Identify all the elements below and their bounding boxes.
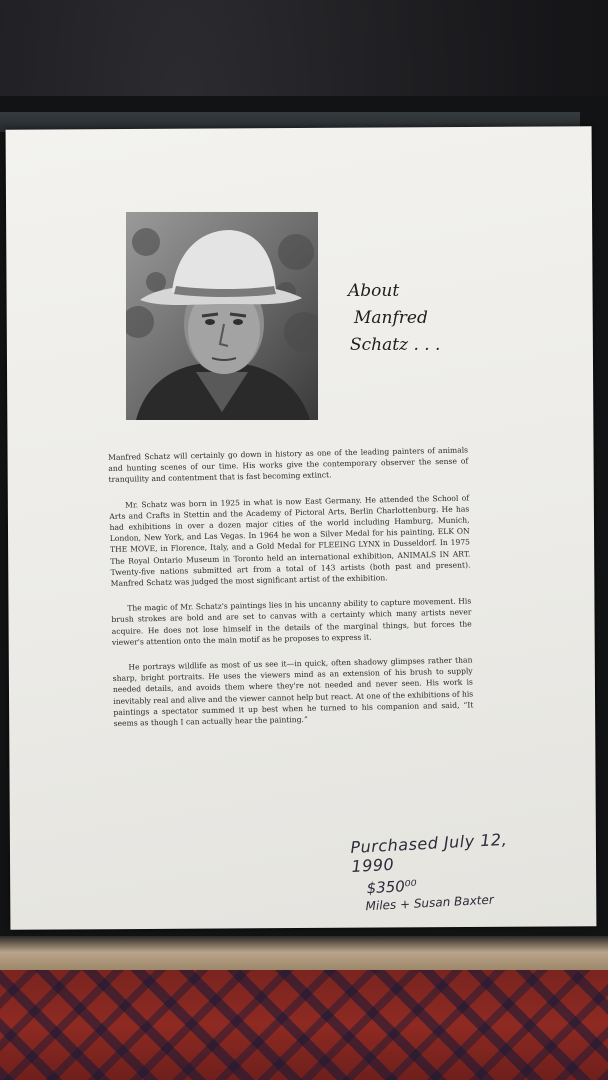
owner-names-note: Miles + Susan Baxter — [365, 892, 495, 914]
patterned-rug — [0, 970, 608, 1080]
wooden-frame-edge — [0, 936, 608, 972]
purchase-date-note: Purchased July 12, 1990 — [350, 829, 508, 876]
paragraph-intro: Manfred Schatz will certainly go down in history as one of the leading painters of animals and hunting scenes of our time. His works give the contemporary observer the sense of tranquility and contentment that is fast becoming extinct. — [108, 445, 469, 485]
heading-line-about: About — [348, 281, 400, 301]
portrait-photo-illustration — [126, 212, 318, 420]
handwritten-note — [350, 828, 554, 914]
about-heading — [348, 278, 468, 359]
biography-text — [108, 444, 474, 743]
paragraph-technique: The magic of Mr. Schatz's paintings lies in his uncanny ability to capture movement. His brush strokes are bold and are set to canvas with a certainty which many artists never acquire. He does not lose himself in the details of the marginal things, but forces the viewer's attention onto the main motif as he proposes to express it. — [111, 596, 472, 647]
portrait-photo — [126, 212, 318, 420]
paragraph-biography: Mr. Schatz was born in 1925 in what is now East Germany. He attended the School of Arts and Crafts in Stettin and the Academy of Pictoral Arts, Berlin Charlottenburg. He has had exhibitions in over a dozen major cities of the world including Hamburg, Munich, London, New York, and Las Vegas. In 1964 he won a Silver Medal for his painting, ELK ON THE MOVE, in Florence, Italy, and a Gold Medal for FLEEING LYNX in Dusseldorf. In 1975 The Royal Ontario Museum in Toronto held an international exhibition, ANIMALS IN ART. Twenty-five nations submitted art from a total of 143 artists (both past and present). Manfred Schatz was judged the most significant artist of the exhibition. — [109, 493, 471, 589]
paragraph-style: He portrays wildlife as most of us see it—in quick, often shadowy glimpses rather than sharp, bright portraits. He uses the viewers mind as an extension of his brush to supply needed details, and avoids them where they're not needed and never seen. His work is inevitably real and alive and the viewer cannot help but react. At one of the exhibitions of his paintings a spectator summed it up best when he turned to his companion and said, “It seems as though I can actually hear the painting.” — [112, 655, 474, 729]
price-note: $350⁰⁰ — [366, 876, 418, 898]
heading-line-name: Manfred — [354, 308, 428, 328]
heading-line-surname: Schatz . . . — [350, 335, 441, 355]
